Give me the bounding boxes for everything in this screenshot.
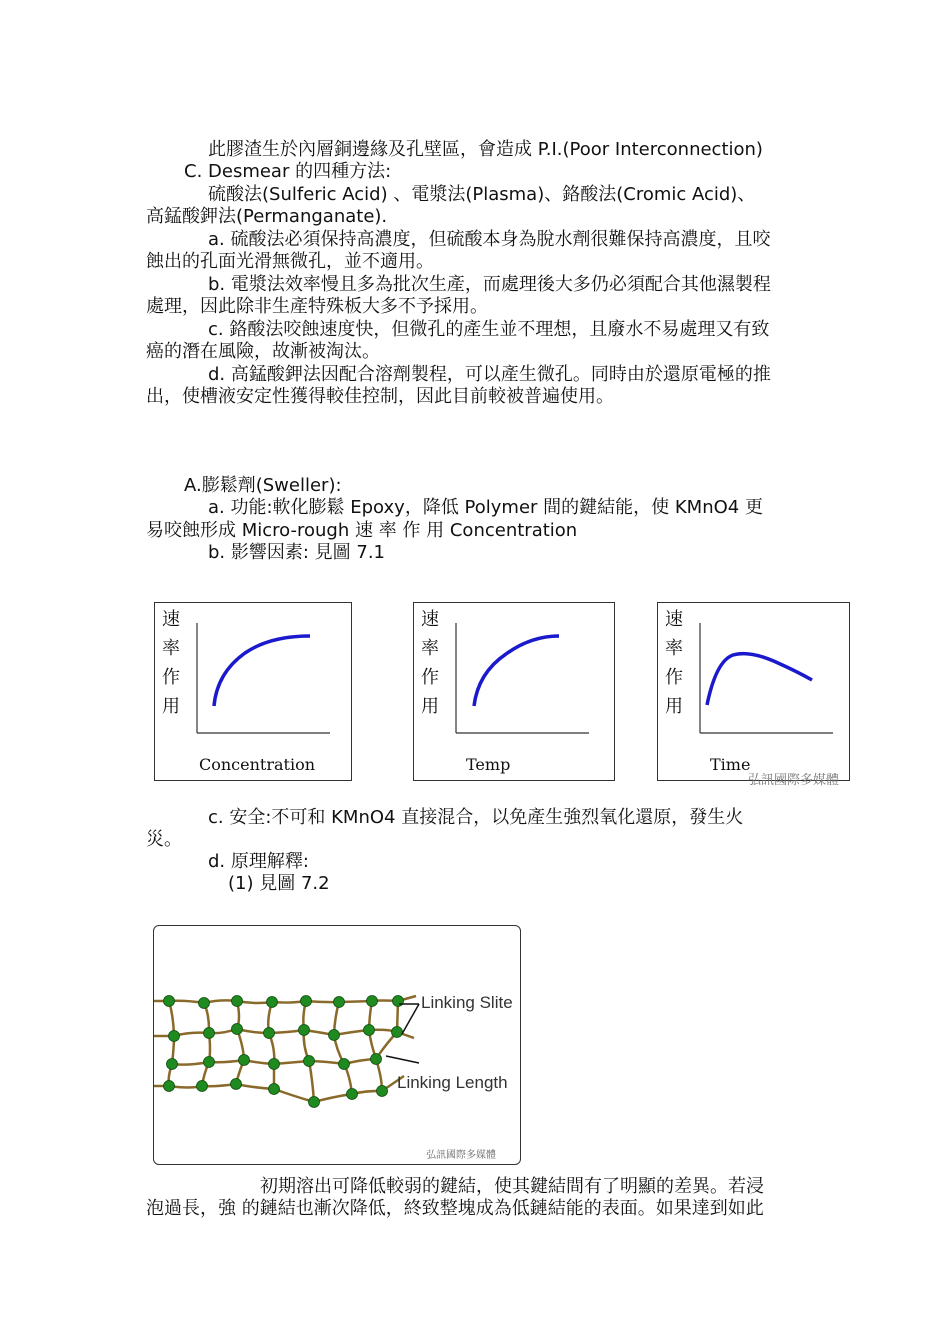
text-line: 處理，因此除非生產特殊板大多不予採用。 — [146, 296, 488, 317]
network-node — [204, 1028, 215, 1039]
graph-plot — [658, 603, 851, 782]
text-line: c. 安全:不可和 KMnO4 直接混合，以免產生強烈氧化還原，發生火 — [208, 807, 744, 828]
network-node — [367, 996, 378, 1007]
network-node — [169, 1031, 180, 1042]
text-line: 易咬蝕形成 Micro-rough 速 率 作 用 Concentration — [146, 520, 578, 541]
network-node — [239, 1055, 250, 1066]
text-line: b. 影響因素: 見圖 7.1 — [208, 542, 386, 563]
watermark: 弘訊國際多媒體 — [426, 1150, 496, 1161]
network-node — [304, 1056, 315, 1067]
network-node — [393, 996, 404, 1007]
text-line: 泡過長，強 的鏈結也漸次降低，終致整塊成為低鏈結能的表面。如果達到如此 — [146, 1198, 764, 1219]
network-node — [197, 1081, 208, 1092]
graph-panel-time — [657, 602, 850, 781]
network-node — [204, 1057, 215, 1068]
text-line: C. Desmear 的四種方法: — [184, 161, 392, 182]
network-node — [267, 997, 278, 1008]
text-line: 蝕出的孔面光滑無微孔，並不適用。 — [146, 251, 434, 272]
network-node — [371, 1054, 382, 1065]
network-node — [164, 996, 175, 1007]
network-node — [269, 1059, 280, 1070]
text-line: c. 鉻酸法咬蝕速度快，但微孔的產生並不理想，且廢水不易處理又有致 — [208, 319, 770, 340]
network-link — [309, 1061, 314, 1102]
polymer-network-diagram — [154, 926, 522, 1166]
curve — [214, 636, 310, 706]
text-line: a. 硫酸法必須保持高濃度，但硫酸本身為脫水劑很難保持高濃度，且咬 — [208, 229, 771, 250]
text-line: d. 高錳酸鉀法因配合溶劑製程，可以產生微孔。同時由於還原電極的推 — [208, 364, 771, 385]
text-line: (1) 見圖 7.2 — [228, 873, 330, 894]
figure-7-2 — [153, 925, 521, 1165]
text-line: 癌的潛在風險，故漸被淘汰。 — [146, 341, 380, 362]
network-node — [167, 1059, 178, 1070]
text-line: 出，使槽液安定性獲得較佳控制，因此目前較被普遍使用。 — [146, 386, 614, 407]
text-line: 高錳酸鉀法(Permanganate). — [146, 206, 388, 227]
text-line: 初期溶出可降低較弱的鍵結，使其鍵結間有了明顯的差異。若浸 — [260, 1176, 764, 1197]
text-line: 災。 — [146, 829, 182, 850]
network-node — [232, 996, 243, 1007]
graph-plot — [414, 603, 616, 782]
network-node — [347, 1089, 358, 1100]
curve — [474, 636, 559, 706]
network-node — [264, 1028, 275, 1039]
network-node — [377, 1086, 388, 1097]
x-axis-label: Temp — [466, 755, 511, 774]
text-line: 此膠渣生於內層銅邊緣及孔壁區，會造成 P.I.(Poor Interconnection) — [208, 139, 763, 160]
network-node — [299, 1025, 310, 1036]
network-node — [232, 1024, 243, 1035]
y-axis-label: 速 率 作 用 — [665, 609, 683, 717]
graph-panel-concentration — [154, 602, 352, 781]
network-node — [334, 997, 345, 1008]
x-axis-label: Time — [710, 755, 751, 774]
text-line: A.膨鬆劑(Sweller): — [184, 475, 342, 496]
network-node — [269, 1084, 280, 1095]
label-pointer — [386, 1056, 419, 1063]
text-line: 硫酸法(Sulferic Acid) 、電漿法(Plasma)、鉻酸法(Cromic Acid)、 — [208, 184, 756, 205]
network-link — [274, 1089, 314, 1102]
network-node — [392, 1027, 403, 1038]
text-line: a. 功能:軟化膨鬆 Epoxy，降低 Polymer 間的鍵結能，使 KMnO4 更 — [208, 497, 763, 518]
y-axis-label: 速 率 作 用 — [162, 609, 180, 717]
network-node — [339, 1059, 350, 1070]
network-node — [199, 998, 210, 1009]
x-axis-label: Concentration — [199, 755, 316, 774]
label-pointer — [402, 1004, 419, 1034]
text-line: b. 電漿法效率慢且多為批次生產，而處理後大多仍必須配合其他濕製程 — [208, 274, 771, 295]
network-node — [309, 1097, 320, 1108]
graph-panel-temp — [413, 602, 615, 781]
network-node — [164, 1081, 175, 1092]
network-node — [231, 1079, 242, 1090]
network-node — [301, 996, 312, 1007]
y-axis-label: 速 率 作 用 — [421, 609, 439, 717]
linking-length-label: Linking Length — [397, 1073, 508, 1092]
watermark: 弘訊國際多媒體 — [748, 773, 840, 788]
curve — [707, 654, 812, 705]
text-line: d. 原理解釋: — [208, 851, 309, 872]
linking-slite-label: Linking Slite — [421, 993, 513, 1012]
network-links — [154, 996, 416, 1102]
network-node — [329, 1030, 340, 1041]
network-node — [364, 1025, 375, 1036]
